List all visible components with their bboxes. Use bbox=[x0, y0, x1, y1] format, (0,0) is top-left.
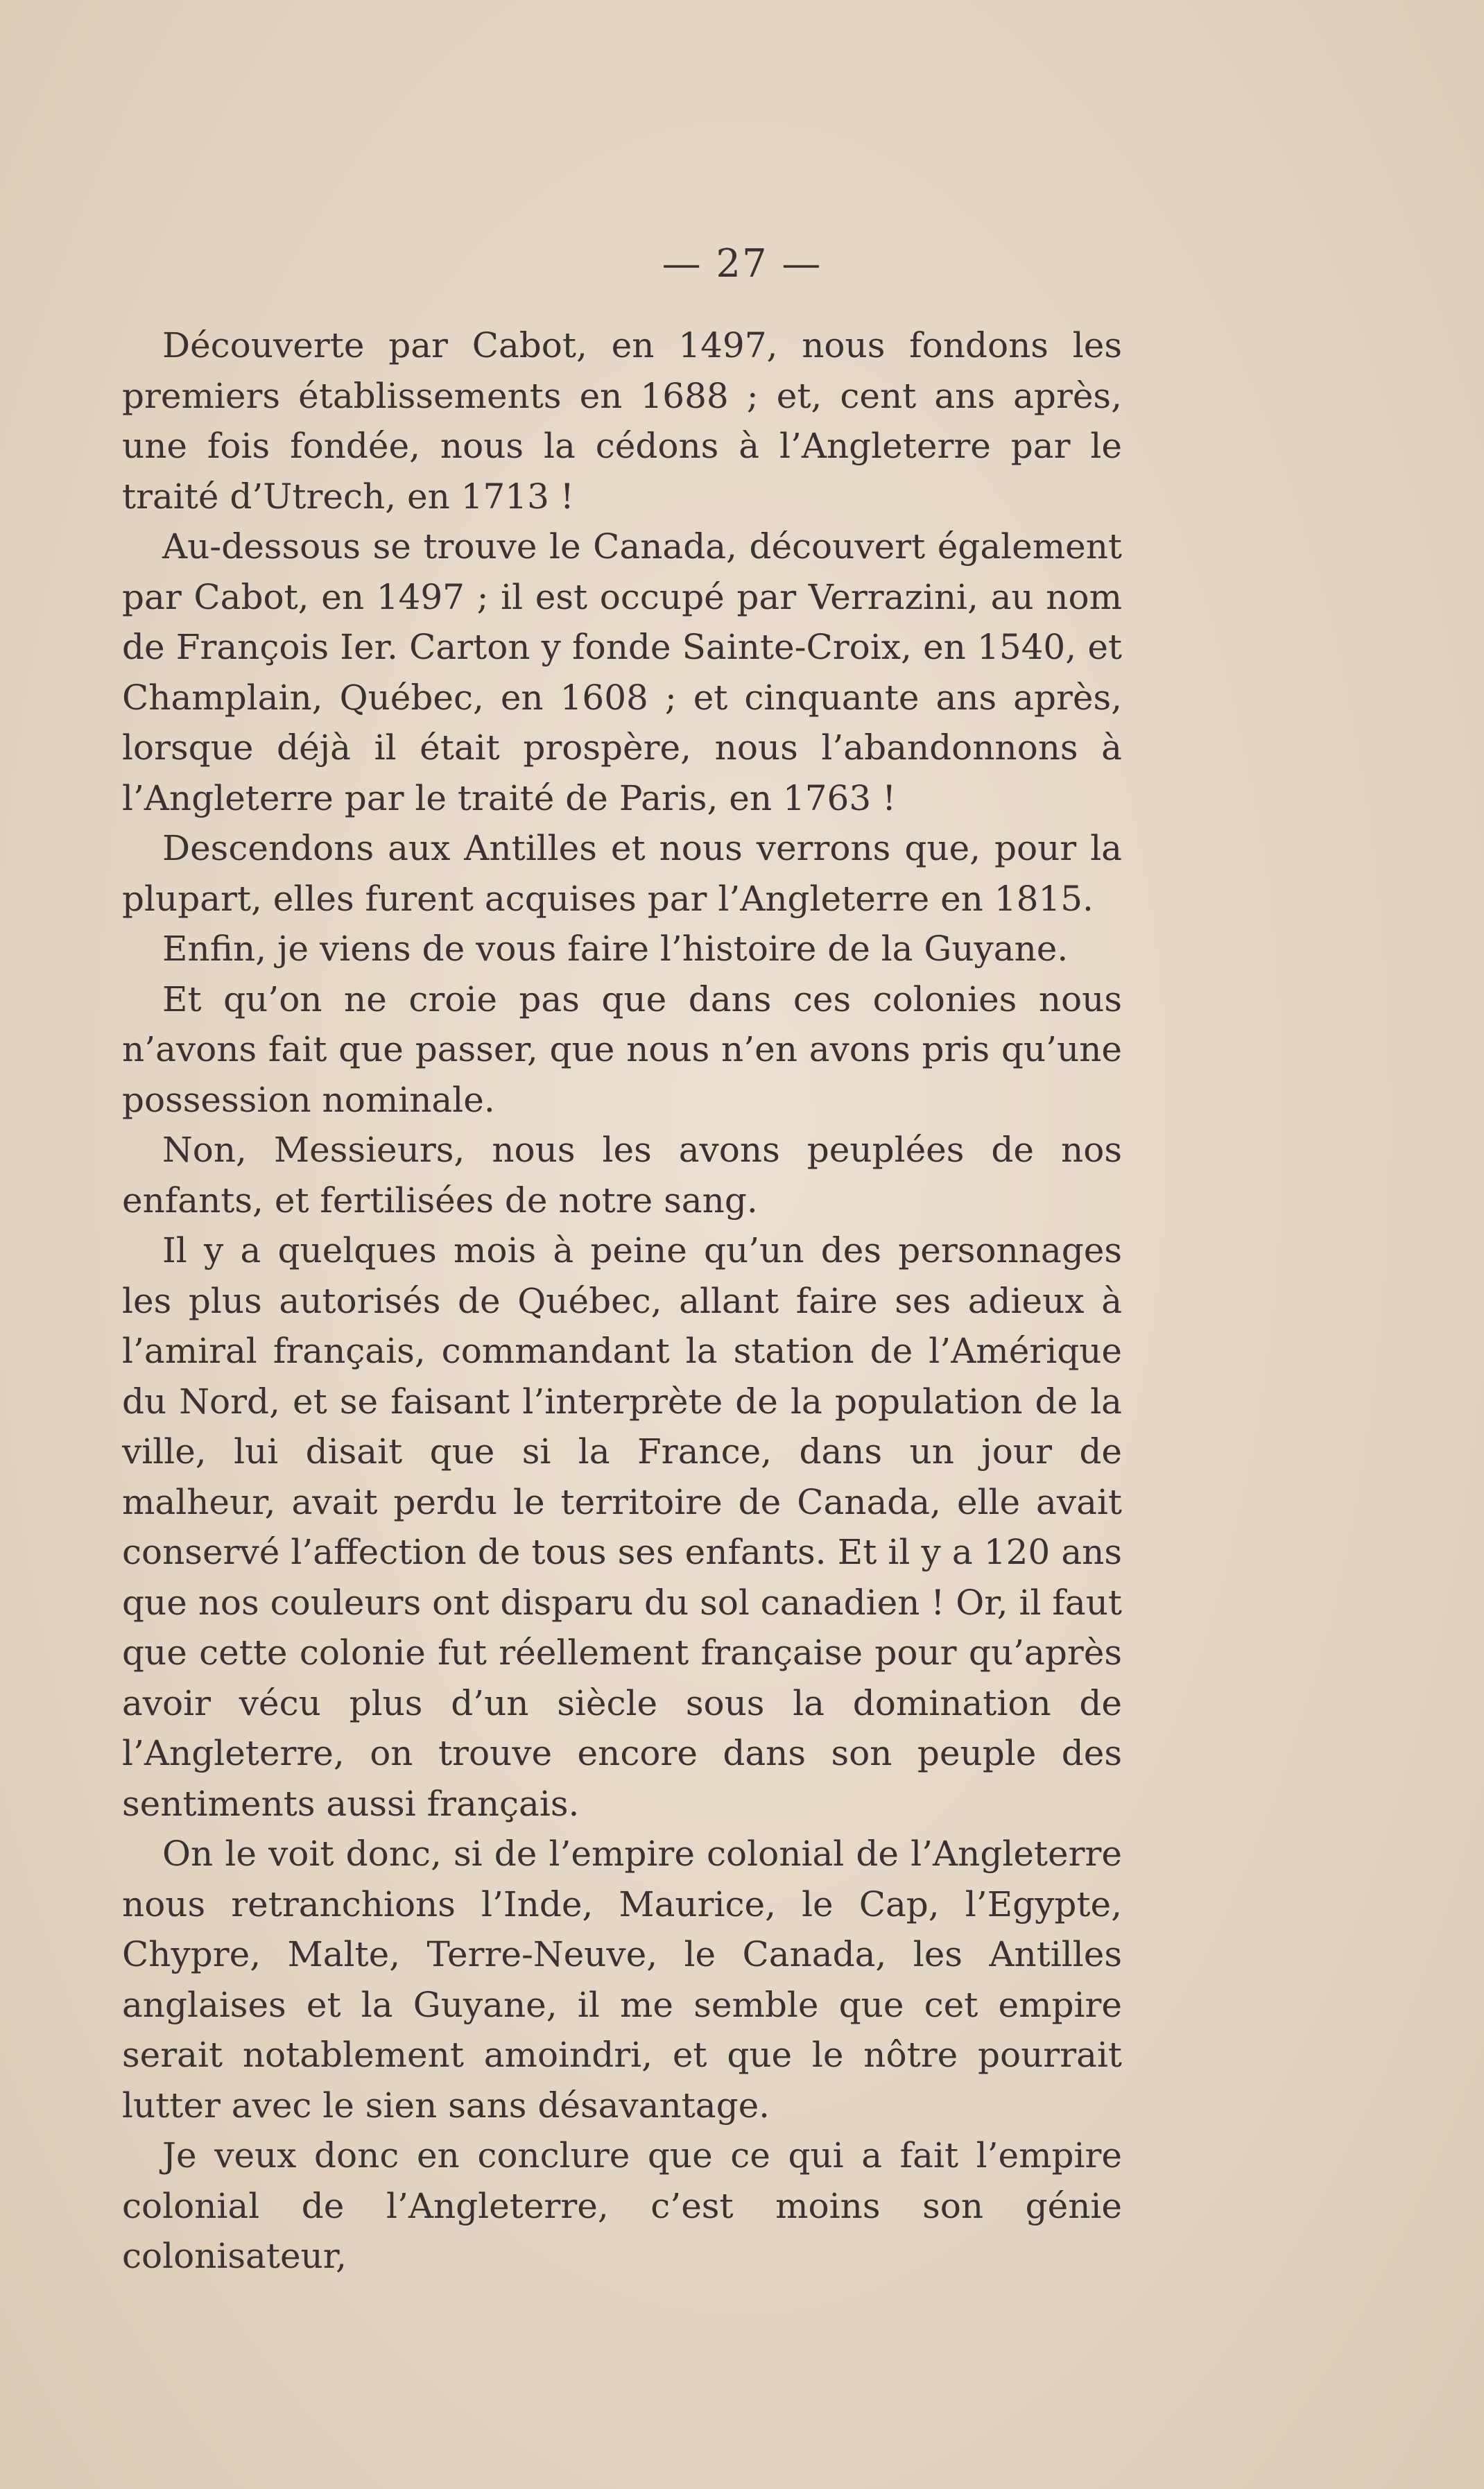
paragraph-5: Et qu’on ne croie pas que dans ces colonies nous n’avons fait que passer, que nous n’en avons pris qu’une possession nominale. bbox=[122, 979, 1122, 1120]
paragraph-7: Il y a quelques mois à peine qu’un des personnages les plus autorisés de Québec, allant faire ses adieux à l’amiral français, commandant la station de l’Amérique du Nord, et se faisant l’interprète de la population de la ville, lui disait que si la France, dans un jour de malheur, avait perdu le territoire de Canada, elle avait conservé l’affection de tous ses enfants. Et il y a 120 ans que nos couleurs ont disparu du sol canadien ! Or, il faut que cette colonie fut réellement française pour qu’après avoir vécu plus d’un siècle sous la domination de l’Angleterre, on trouve encore dans son peuple des sentiments aussi français. bbox=[122, 1230, 1122, 1824]
paragraph-2: Au-dessous se trouve le Canada, découvert également par Cabot, en 1497 ; il est occupé par Verrazini, au nom de François Ier. Carton y fonde Sainte-Croix, en 1540, et Champlain, Québec, en 1608 ; et cinquante ans après, lorsque déjà il était prospère, nous l’abandonnons à l’Angleterre par le traité de Paris, en 1763 ! bbox=[122, 526, 1122, 818]
body-text bbox=[122, 320, 1122, 2282]
paragraph-4: Enfin, je viens de vous faire l’histoire de la Guyane. bbox=[162, 929, 1069, 969]
paragraph-9: Je veux donc en conclure que ce qui a fait l’empire colonial de l’Angleterre, c’est moins son génie colonisateur, bbox=[122, 2135, 1122, 2276]
paragraph-3: Descendons aux Antilles et nous verrons que, pour la plupart, elles furent acquises par l’Angleterre en 1815. bbox=[122, 828, 1122, 919]
paragraph-8: On le voit donc, si de l’empire colonial de l’Angleterre nous retranchions l’Inde, Maurice, le Cap, l’Egypte, Chypre, Malte, Terre-Neuve, le Canada, les Antilles anglaises et la Guyane, il me semble que cet empire serait notablement amoindri, et que le nôtre pourrait lutter avec le sien sans désavantage. bbox=[122, 1834, 1122, 2126]
paragraph-1: Découverte par Cabot, en 1497, nous fondons les premiers établissements en 1688 ; et, cent ans après, une fois fondée, nous la cédons à l’Angleterre par le traité d’Utrech, en 1713 ! bbox=[122, 325, 1122, 517]
paragraph-6: Non, Messieurs, nous les avons peuplées de nos enfants, et fertilisées de notre sang. bbox=[122, 1130, 1122, 1221]
page-number: — 27 — bbox=[662, 241, 822, 286]
